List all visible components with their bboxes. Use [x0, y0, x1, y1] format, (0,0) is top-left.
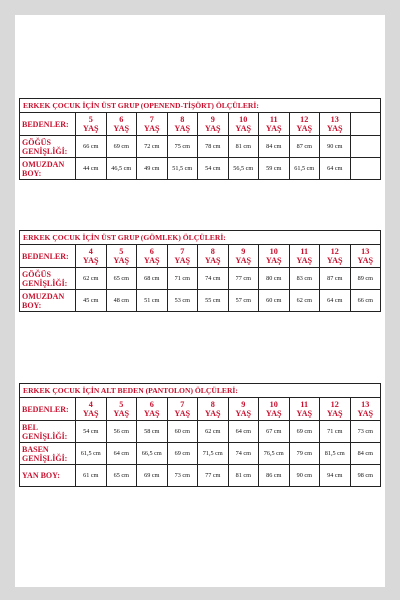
- table-row: [20, 443, 381, 465]
- sizes-row: [20, 113, 381, 136]
- value-cell: 84 cm: [259, 136, 290, 158]
- table-row: [20, 158, 381, 180]
- value-cell: 73 cm: [350, 421, 381, 443]
- size-cell: 10 YAŞ: [228, 113, 259, 136]
- value-cell: 65 cm: [106, 268, 137, 290]
- size-table-shirt: [19, 230, 381, 312]
- value-cell: 56 cm: [106, 421, 137, 443]
- value-cell: 66,5 cm: [137, 443, 168, 465]
- size-cell: 12 YAŞ: [320, 398, 351, 421]
- value-cell: 64 cm: [320, 290, 351, 312]
- value-cell: 75 cm: [167, 136, 198, 158]
- size-cell: 13 YAŞ: [350, 245, 381, 268]
- value-cell: 76,5 cm: [259, 443, 290, 465]
- value-cell: 83 cm: [289, 268, 320, 290]
- size-cell: 11 YAŞ: [259, 113, 290, 136]
- table-row: [20, 268, 381, 290]
- value-cell: 71,5 cm: [198, 443, 229, 465]
- size-cell: 12 YAŞ: [289, 113, 320, 136]
- value-cell: 57 cm: [228, 290, 259, 312]
- size-cell: 5 YAŞ: [106, 245, 137, 268]
- value-cell: 64 cm: [228, 421, 259, 443]
- row-label: GÖĞÜS GENİŞLİĞİ:: [20, 268, 76, 290]
- size-cell: 10 YAŞ: [259, 245, 290, 268]
- table-title: ERKEK ÇOCUK İÇİN ÜST GRUP (GÖMLEK) ÖLÇÜLERİ:: [20, 231, 381, 245]
- sizes-label: BEDENLER:: [20, 245, 76, 268]
- value-cell: 62 cm: [76, 268, 107, 290]
- value-cell: 65 cm: [106, 465, 137, 487]
- value-cell: 71 cm: [320, 421, 351, 443]
- size-cell: 10 YAŞ: [259, 398, 290, 421]
- sizes-label: BEDENLER:: [20, 113, 76, 136]
- value-cell: 67 cm: [259, 421, 290, 443]
- size-cell: 13 YAŞ: [350, 398, 381, 421]
- value-cell: 44 cm: [76, 158, 107, 180]
- value-cell: 81,5 cm: [320, 443, 351, 465]
- value-cell: 49 cm: [137, 158, 168, 180]
- value-cell: 71 cm: [167, 268, 198, 290]
- value-cell: 55 cm: [198, 290, 229, 312]
- table-row: [20, 465, 381, 487]
- size-cell: 13 YAŞ: [320, 113, 351, 136]
- value-cell: 73 cm: [167, 465, 198, 487]
- sizes-row: [20, 245, 381, 268]
- value-cell: 78 cm: [198, 136, 229, 158]
- value-cell: 86 cm: [259, 465, 290, 487]
- table-row: [20, 421, 381, 443]
- size-cell: 4 YAŞ: [76, 398, 107, 421]
- size-cell: 6 YAŞ: [137, 245, 168, 268]
- size-cell: 5 YAŞ: [106, 398, 137, 421]
- value-cell: 51,5 cm: [167, 158, 198, 180]
- value-cell: 51 cm: [137, 290, 168, 312]
- value-cell: 48 cm: [106, 290, 137, 312]
- value-cell: 60 cm: [167, 421, 198, 443]
- size-cell: 8 YAŞ: [198, 398, 229, 421]
- value-cell: 61 cm: [76, 465, 107, 487]
- value-cell: 84 cm: [350, 443, 381, 465]
- value-cell: 74 cm: [228, 443, 259, 465]
- row-label: GÖĞÜS GENİŞLİĞİ:: [20, 136, 76, 158]
- size-cell: 5 YAŞ: [76, 113, 107, 136]
- size-cell: 9 YAŞ: [198, 113, 229, 136]
- sizes-row: [20, 398, 381, 421]
- value-cell: 90 cm: [320, 136, 351, 158]
- size-cell: 4 YAŞ: [76, 245, 107, 268]
- size-cell: 11 YAŞ: [289, 398, 320, 421]
- size-cell: 6 YAŞ: [137, 398, 168, 421]
- value-cell: 64 cm: [320, 158, 351, 180]
- value-cell: 80 cm: [259, 268, 290, 290]
- value-cell: 74 cm: [198, 268, 229, 290]
- sizes-label: BEDENLER:: [20, 398, 76, 421]
- size-table-tshirt: [19, 98, 381, 180]
- value-cell: 69 cm: [167, 443, 198, 465]
- table-row: [20, 290, 381, 312]
- value-cell: [350, 158, 381, 180]
- size-cell: 7 YAŞ: [167, 398, 198, 421]
- value-cell: 89 cm: [350, 268, 381, 290]
- value-cell: 62 cm: [198, 421, 229, 443]
- size-table-pants: [19, 383, 381, 487]
- value-cell: 98 cm: [350, 465, 381, 487]
- size-cell: 9 YAŞ: [228, 245, 259, 268]
- size-cell: 7 YAŞ: [137, 113, 168, 136]
- value-cell: 61,5 cm: [289, 158, 320, 180]
- value-cell: 62 cm: [289, 290, 320, 312]
- value-cell: 69 cm: [106, 136, 137, 158]
- value-cell: 54 cm: [76, 421, 107, 443]
- value-cell: 81 cm: [228, 136, 259, 158]
- value-cell: 69 cm: [137, 465, 168, 487]
- size-cell: 12 YAŞ: [320, 245, 351, 268]
- value-cell: 61,5 cm: [76, 443, 107, 465]
- row-label: OMUZDAN BOY:: [20, 290, 76, 312]
- table-title: ERKEK ÇOCUK İÇİN ALT BEDEN (PANTOLON) ÖLÇÜLERİ:: [20, 384, 381, 398]
- value-cell: [350, 136, 381, 158]
- value-cell: 72 cm: [137, 136, 168, 158]
- value-cell: 69 cm: [289, 421, 320, 443]
- row-label: OMUZDAN BOY:: [20, 158, 76, 180]
- size-cell: 7 YAŞ: [167, 245, 198, 268]
- value-cell: 81 cm: [228, 465, 259, 487]
- value-cell: 66 cm: [350, 290, 381, 312]
- row-label: YAN BOY:: [20, 465, 76, 487]
- value-cell: 66 cm: [76, 136, 107, 158]
- value-cell: 77 cm: [228, 268, 259, 290]
- value-cell: 56,5 cm: [228, 158, 259, 180]
- size-cell: [350, 113, 381, 136]
- value-cell: 94 cm: [320, 465, 351, 487]
- value-cell: 77 cm: [198, 465, 229, 487]
- size-cell: 8 YAŞ: [167, 113, 198, 136]
- table-row: [20, 136, 381, 158]
- value-cell: 53 cm: [167, 290, 198, 312]
- size-cell: 6 YAŞ: [106, 113, 137, 136]
- size-cell: 8 YAŞ: [198, 245, 229, 268]
- value-cell: 60 cm: [259, 290, 290, 312]
- value-cell: 87 cm: [289, 136, 320, 158]
- value-cell: 90 cm: [289, 465, 320, 487]
- value-cell: 58 cm: [137, 421, 168, 443]
- row-label: BEL GENİŞLİĞİ:: [20, 421, 76, 443]
- size-cell: 11 YAŞ: [289, 245, 320, 268]
- value-cell: 45 cm: [76, 290, 107, 312]
- value-cell: 68 cm: [137, 268, 168, 290]
- value-cell: 54 cm: [198, 158, 229, 180]
- value-cell: 59 cm: [259, 158, 290, 180]
- table-title: ERKEK ÇOCUK İÇİN ÜST GRUP (OPENEND-TİŞÖRT) ÖLÇÜLERİ:: [20, 99, 381, 113]
- size-cell: 9 YAŞ: [228, 398, 259, 421]
- value-cell: 79 cm: [289, 443, 320, 465]
- size-chart-page: [15, 15, 385, 587]
- value-cell: 87 cm: [320, 268, 351, 290]
- value-cell: 64 cm: [106, 443, 137, 465]
- row-label: BASEN GENİŞLİĞİ:: [20, 443, 76, 465]
- value-cell: 46,5 cm: [106, 158, 137, 180]
